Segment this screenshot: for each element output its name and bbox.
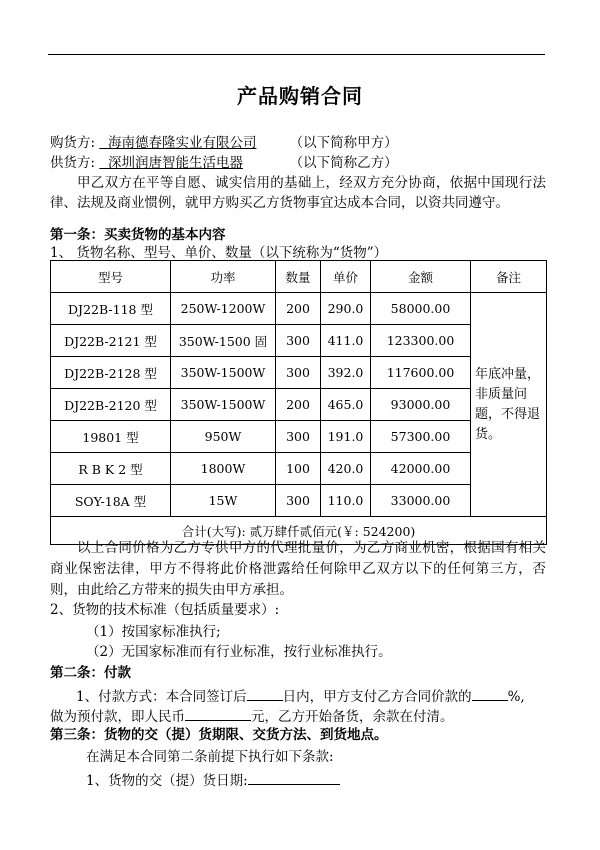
- payment-text-c: %,: [507, 689, 525, 705]
- seller-name: 深圳润唐智能生活电器: [107, 155, 243, 171]
- table-header-row: [51, 261, 547, 293]
- cell-quantity: 200: [276, 389, 321, 421]
- cell-quantity: 100: [276, 453, 321, 485]
- payment-text-a: 1、付款方式：本合同签订后: [76, 689, 247, 705]
- cell-amount: 93000.00: [371, 389, 471, 421]
- header-model: 型号: [51, 261, 171, 293]
- buyer-name: 海南德春隆实业有限公司: [107, 135, 257, 151]
- tech-standard-item1: （1）按国家标准执行;: [86, 624, 221, 640]
- cell-amount: 123300.00: [371, 325, 471, 357]
- header-unit-price: 单价: [321, 261, 371, 293]
- intro-paragraph: 甲乙双方在平等自愿、诚实信用的基础上，经双方充分协商，依据中国现行法律、法规及商业惯例，就甲方购买乙方货物事宜达成本合同，以资共同遵守。: [50, 175, 546, 211]
- cell-unit-price: 420.0: [321, 453, 371, 485]
- goods-table: [50, 260, 547, 545]
- tech-standard-item2: （2）无国家标准而有行业标准，按行业标准执行。: [86, 644, 392, 660]
- article3-heading: 第三条：货物的交（提）货期限、交货方法、到货地点。: [50, 727, 388, 743]
- cell-model: SOY-18A 型: [51, 485, 171, 517]
- cell-power: 950W: [171, 421, 276, 453]
- cell-model: DJ22B-2121 型: [51, 325, 171, 357]
- buyer-label: 购货方:: [50, 135, 96, 151]
- article3-line1: 在满足本合同第二条前提下执行如下条款:: [86, 749, 334, 765]
- header-remark: 备注: [471, 261, 547, 293]
- rmb-amount-blank[interactable]: [185, 706, 251, 721]
- payment-line1: [76, 686, 525, 706]
- cell-unit-price: 191.0: [321, 421, 371, 453]
- document-title: 产品购销合同: [237, 84, 363, 108]
- cell-unit-price: 392.0: [321, 357, 371, 389]
- cell-model: DJ22B-2120 型: [51, 389, 171, 421]
- cell-amount: 117600.00: [371, 357, 471, 389]
- buyer-line: [50, 134, 398, 152]
- seller-line: [50, 154, 398, 172]
- cell-quantity: 200: [276, 293, 321, 325]
- delivery-date-blank[interactable]: [248, 770, 340, 785]
- cell-power: 350W-1500 固: [171, 325, 276, 357]
- cell-quantity: 300: [276, 325, 321, 357]
- article1-heading: 第一条：买卖货物的基本内容: [50, 227, 226, 243]
- cell-model: DJ22B-118 型: [51, 293, 171, 325]
- cell-unit-price: 465.0: [321, 389, 371, 421]
- cell-power: 15W: [171, 485, 276, 517]
- cell-unit-price: 411.0: [321, 325, 371, 357]
- cell-quantity: 300: [276, 421, 321, 453]
- cell-unit-price: 290.0: [321, 293, 371, 325]
- cell-quantity: 300: [276, 485, 321, 517]
- cell-model: DJ22B-2128 型: [51, 357, 171, 389]
- seller-label: 供货方:: [50, 155, 96, 171]
- cell-power: 1800W: [171, 453, 276, 485]
- payment-text-d: 做为预付款，即人民币: [50, 709, 185, 725]
- article1-item1: 1、 货物名称、型号、单价、数量（以下统称为“货物”）: [50, 245, 388, 261]
- header-power: 功率: [171, 261, 276, 293]
- table-row: [51, 293, 547, 325]
- delivery-date-label: 1、货物的交（提）货日期:: [86, 773, 248, 789]
- days-blank[interactable]: [247, 686, 283, 701]
- cell-power: 350W-1500W: [171, 357, 276, 389]
- cell-remark: 年底冲量，非质量问题，不得退货。: [471, 293, 547, 517]
- cell-power: 250W-1200W: [171, 293, 276, 325]
- cell-model: R B K 2 型: [51, 453, 171, 485]
- header-rule: [48, 54, 545, 55]
- payment-line2: [50, 706, 454, 726]
- cell-amount: 33000.00: [371, 485, 471, 517]
- seller-suffix: （以下简称乙方）: [289, 155, 398, 171]
- article2-heading: 第二条：付款: [50, 665, 131, 681]
- cell-power: 350W-1500W: [171, 389, 276, 421]
- cell-amount: 42000.00: [371, 453, 471, 485]
- buyer-suffix: （以下简称甲方）: [289, 135, 398, 151]
- payment-text-e: 元，乙方开始备货，余款在付清。: [251, 709, 454, 725]
- payment-text-b: 日内，甲方支付乙方合同价款的: [282, 689, 472, 705]
- percent-blank[interactable]: [472, 686, 508, 701]
- delivery-date-line: [86, 770, 340, 790]
- cell-amount: 58000.00: [371, 293, 471, 325]
- price-clause: 以上合同价格为乙方专供甲方的代理批量价，为乙方商业机密，根据国有相关商业保密法律，甲方不得将此价格泄露给任何除甲乙双方以下的任何第三方，否则，由此给乙方带来的损失由甲方承担。: [50, 540, 546, 598]
- cell-amount: 57300.00: [371, 421, 471, 453]
- total-amount: 合计(大写): 贰万肆仟贰佰元(￥: 524200): [51, 517, 547, 545]
- cell-model: 19801 型: [51, 421, 171, 453]
- tech-standard: 2、货物的技术标准（包括质量要求）:: [50, 602, 280, 618]
- header-quantity: 数量: [276, 261, 321, 293]
- header-amount: 金额: [371, 261, 471, 293]
- cell-quantity: 300: [276, 357, 321, 389]
- cell-unit-price: 110.0: [321, 485, 371, 517]
